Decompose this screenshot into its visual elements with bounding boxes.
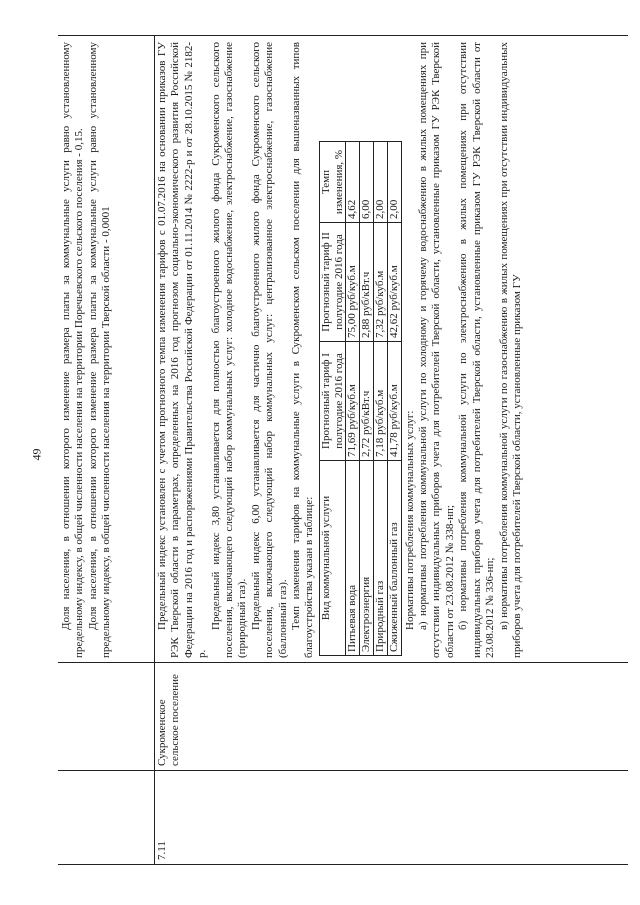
prev-row-paragraph-2: Доля населения, в отношении которого изменение размера платы за коммунальные услуги равно установленному предельному индексу, в общей численности населения на территории Тверской области - 0,0001 [86, 42, 113, 658]
paragraph-norm-a: а) нормативы потребления коммунальной услуги по холодному и горячему водоснабжению в жилых помещениях при отсутствии индивидуальных приборов учета для потребителей Тверской области, установленные приказом ГУ РЭК Тверской области от 23.08.2012 № 338-нп; [417, 42, 456, 658]
paragraph-norm-b: б) нормативы потребления коммунальной услуги по электроснабжению в жилых помещениях при отсутствии индивидуальных приборов учета для потребителей Тверской области, установленные приказом ГУ РЭК Тверской области от 23.08.2012 № 336-нп; [457, 42, 497, 658]
table-cell: Питьевая вода [346, 461, 360, 656]
paragraph-norms-heading: Нормативы потребления коммунальных услуг: [403, 410, 416, 630]
table-cell: 41,78 руб/куб.м [387, 342, 401, 461]
table-row [346, 142, 360, 656]
prev-row-content [60, 38, 114, 662]
tariff-table [319, 141, 402, 656]
paragraph-index-full: Предельный индекс 3,80 устанавливается для полностью благоустроенного жилого фонда Сукроменского сельского поселения, включающего следующий набор коммунальных услуг: холодное водоснабжение, электроснабжение, газоснабжение (природный газ). [209, 42, 249, 658]
table-cell: 6,00 [360, 142, 374, 223]
header-tariff-h2: Прогнозный тариф II полугодие 2016 года [319, 223, 346, 342]
table-cell: Электроэнергия [360, 461, 374, 656]
table-row [360, 142, 374, 656]
table-row [374, 142, 388, 656]
tariff-table-header [319, 142, 346, 656]
table-right-border [58, 35, 628, 36]
table-cell: 2,00 [387, 142, 401, 223]
row-divider [154, 35, 155, 865]
row-content [156, 38, 524, 662]
paragraph-tariff-basis: Предельный индекс установлен с учетом прогнозного темпа изменения тарифов с 01.07.2016 на основании приказов ГУ РЭК Тверской области в параметрах, определенных на 2016 год прогнозом социально-экономического развития Российской Федерации на 2016 год и распоряжениями Правительства Российской Федерации от 01.11.2014 № 2222-р и от 28.10.2015 № 2182-р. [156, 42, 209, 658]
table-cell: 2,72 руб/кВт.ч [360, 342, 374, 461]
table-cell: 42,62 руб/куб.м [387, 223, 401, 342]
page-number: 49 [29, 448, 44, 461]
paragraph-table-intro: Темп изменения тарифов на коммунальные услуги в Сукроменском сельском поселении для вышеназванных типов благоустройства указан в таблице: [290, 42, 316, 658]
column-divider-1 [58, 770, 628, 771]
table-cell: 4,62 [346, 142, 360, 223]
paragraph-norm-c: в) нормативы потребления коммунальной услуги по газоснабжению в жилых помещениях при отсутствии индивидуальных приборов учета для потребителей Тверской области, установленные приказом ГУ [497, 42, 523, 658]
row-name [156, 664, 183, 770]
row-number: 7.11 [156, 841, 168, 860]
table-cell: 2,00 [374, 142, 388, 223]
header-tariff-h1: Прогнозный тариф I полугодие 2016 года [319, 342, 346, 461]
paragraph-index-partial: Предельный индекс 6,00 устанавливается для частично благоустроенного жилого фонда Сукроменского сельского поселения, включающего следующий набор коммунальных услуг: централизованное электроснабжение, газоснабжение (баллонный газ). [249, 42, 289, 658]
table-cell: Природный газ [374, 461, 388, 656]
settlement-name: Сукроменское сельское поселение [156, 674, 182, 766]
rotated-table-page [58, 35, 628, 865]
table-cell: 71,69 руб/куб.м [346, 342, 360, 461]
table-cell: Сжиженный баллонный газ [387, 461, 401, 656]
table-cell: 7,18 руб/куб.м [374, 342, 388, 461]
table-left-border [58, 864, 628, 865]
header-rate: Темп изменения, % [319, 142, 346, 223]
table-cell: 2,88 руб/кВт.ч [360, 223, 374, 342]
header-service: Вид коммунальной услуги [319, 461, 346, 656]
prev-row-paragraph-1: Доля населения, в отношении которого изменение размера платы за коммунальные услуги равно установленному предельному индексу, в общей численности населения на территории Поречьевского сельского поселения - 0,15. [60, 42, 86, 658]
table-cell: 75,00 руб/куб.м [346, 223, 360, 342]
column-divider-2 [58, 662, 628, 663]
table-cell: 7,32 руб/куб.м [374, 223, 388, 342]
table-row [387, 142, 401, 656]
